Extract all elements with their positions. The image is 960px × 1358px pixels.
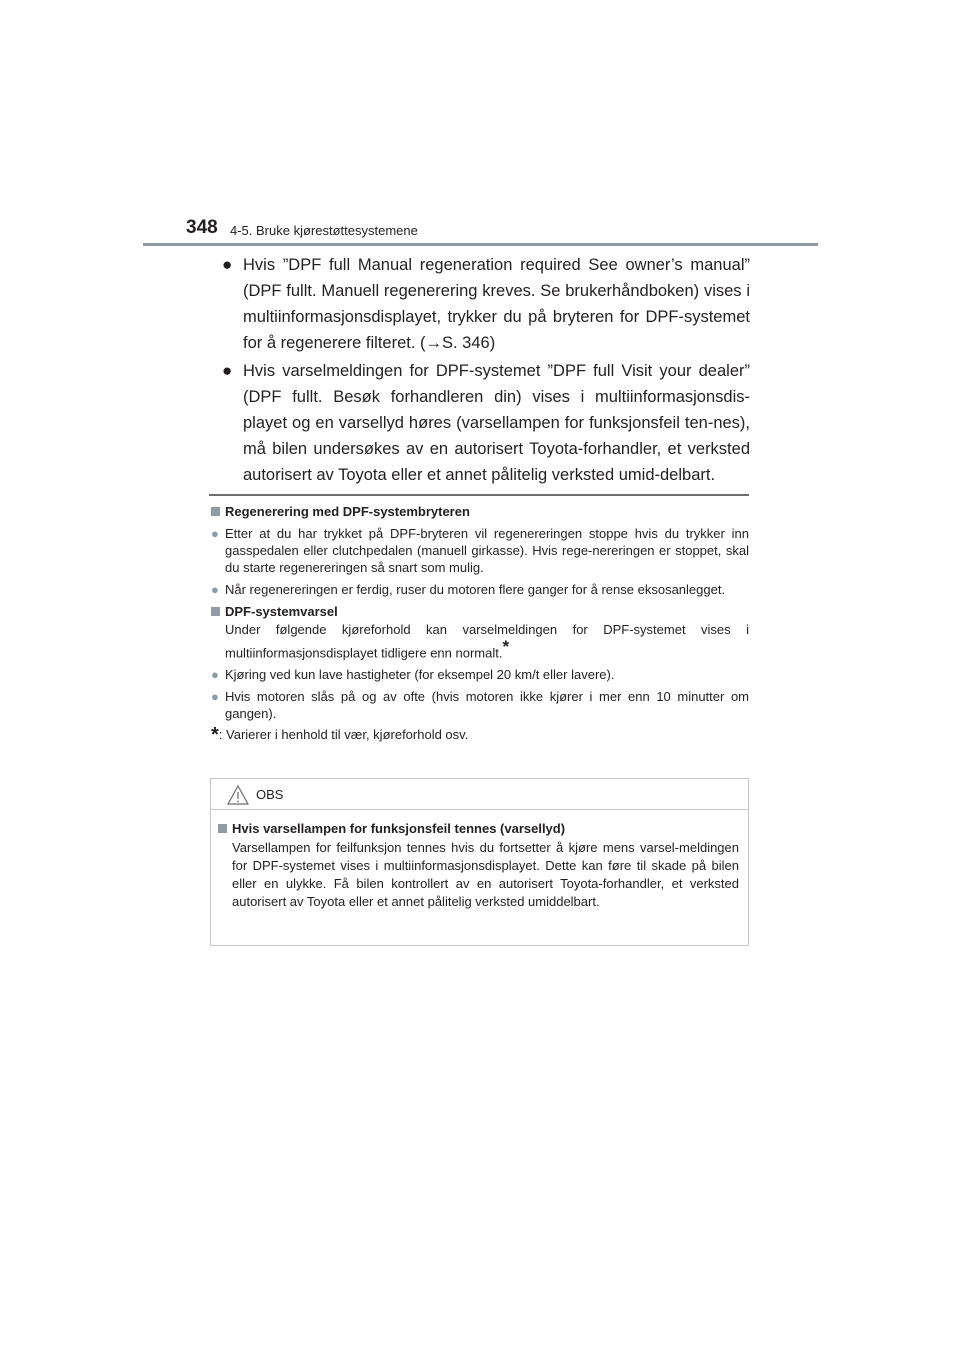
section-title: 4-5. Bruke kjørestøttesystemene [230,223,418,238]
note-text: Etter at du har trykket på DPF-bryteren vil regenereringen stoppe hvis du trykker inn gasspedalen eller clutchpedalen (manuell girkasse). Hvis rege-nereringen er stoppet, skal du starte regenereringen så snart som mulig. [225,526,749,575]
notes-divider [209,494,749,496]
bullet-text: Hvis ”DPF full Manual regeneration required See owner’s manual” (DPF fullt. Manuell regenerering kreves. Se brukerhåndboken) vises i multiinformasjonsdisplayet, trykker du på bryteren for DPF-systemet for å regenerere filteret. (→S. 346) [243,256,750,352]
note-heading-text: Regenerering med DPF-systembryteren [225,504,470,519]
caution-header [211,779,748,810]
bullet-circle-icon: ● [222,255,233,274]
list-item [211,688,749,722]
footnote-marker: * [502,637,510,656]
list-item [216,358,750,488]
notes-section [211,503,749,747]
square-marker-icon [218,824,227,833]
caution-content [211,810,748,911]
note-text: Kjøring ved kun lave hastigheter (for eksempel 20 km/t eller lavere). [225,667,615,683]
bullet-circle-icon: ● [211,526,219,541]
footnote [211,724,749,747]
note-text: Under følgende kjøreforhold kan varselmeldingen for DPF-systemet vises i multiinformasjonsdisplayet tidligere enn normalt. [225,622,749,661]
bullet-circle-icon: ● [211,582,219,597]
list-item [211,581,749,598]
list-item [211,525,749,576]
footnote-marker: * [211,724,219,747]
note-heading [211,503,749,520]
bullet-text: Hvis varselmeldingen for DPF-systemet ”DPF full Visit your dealer” (DPF fullt. Besøk forhandleren din) vises i multiinformasjonsdis-playet og en varsellyd høres (varsellampen for funksjonsfeil ten-nes), må bilen undersøkes av en autorisert Toyota-forhandler, et verksted autorisert av Toyota eller et annet pålitelig verksted umid-delbart. [243,362,750,484]
caution-heading-text: Hvis varsellampen for funksjonsfeil tennes (varsellyd) [232,821,566,836]
caution-text: Varsellampen for feilfunksjon tennes hvis du fortsetter å kjøre mens varsel-meldingen for DPF-systemet vises i multiinformasjonsdisplayet. Dette kan føre til skade på bilen eller en ulykke. Få bilen kontrollert av en autorisert Toyota-forhandler, et verksted autorisert av Toyota eller et annet pålitelig verksted umiddelbart. [232,840,739,909]
caution-label: OBS [256,787,284,802]
header-divider [143,243,818,246]
square-marker-icon [211,507,220,516]
caution-heading [218,820,739,838]
page-number: 348 [186,217,218,238]
list-item [216,252,750,356]
footnote-text: : Varierer i henhold til vær, kjøreforhold osv. [218,727,469,743]
main-bullets [216,252,750,490]
square-marker-icon [211,607,220,616]
warning-triangle-icon [226,784,250,806]
bullet-circle-icon: ● [211,667,219,683]
note-heading-text: DPF-systemvarsel [225,604,338,619]
note-text: Når regenereringen er ferdig, ruser du motoren flere ganger for å rense eksosanlegget. [225,582,726,597]
note-text: Hvis motoren slås på og av ofte (hvis motoren ikke kjører i mer enn 10 minutter om gangen). [225,689,749,722]
note-paragraph [211,621,749,661]
bullet-circle-icon: ● [211,689,219,705]
note-heading [211,603,749,620]
caution-box [210,778,749,946]
bullet-circle-icon: ● [222,361,233,380]
list-item [211,666,749,683]
